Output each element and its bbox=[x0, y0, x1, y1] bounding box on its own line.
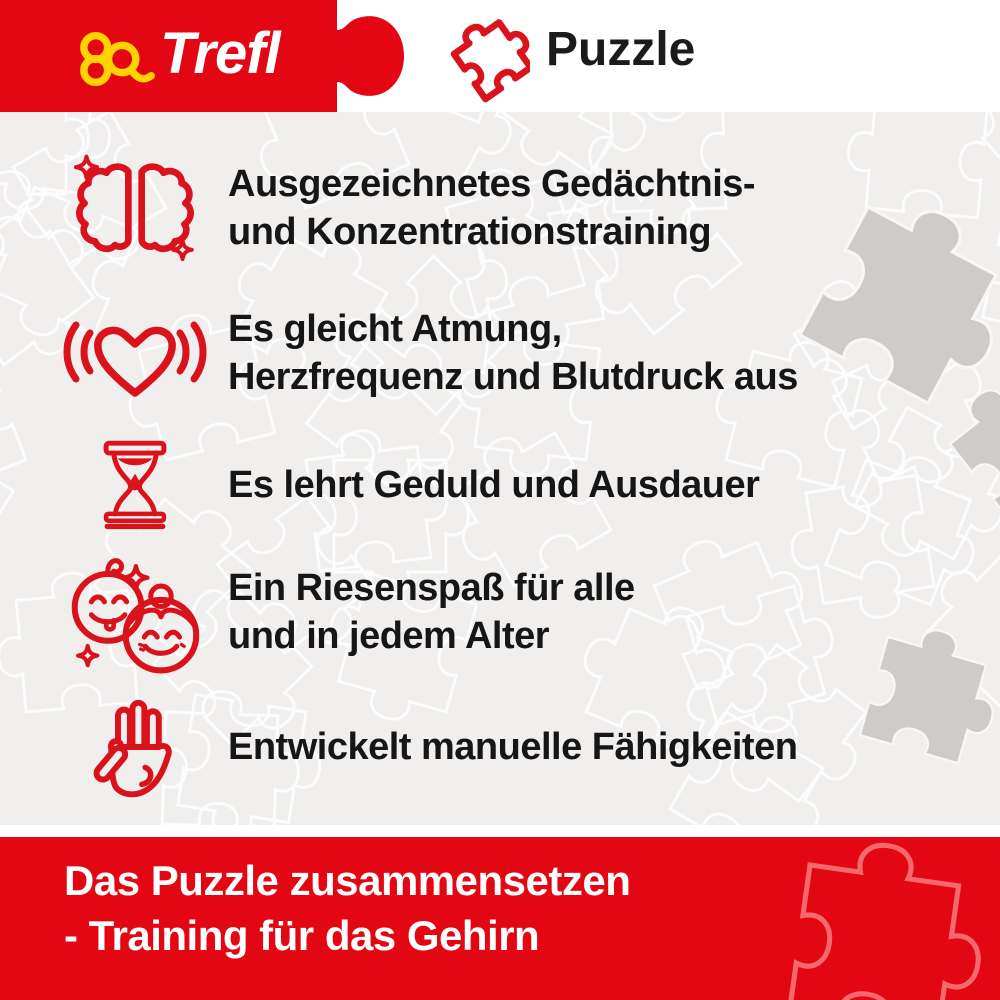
footer-red-banner bbox=[0, 837, 1000, 1000]
trefl-logo-text: Trefl bbox=[160, 21, 280, 86]
footer-puzzle-outline-icon bbox=[770, 837, 1000, 1000]
heart-waves-icon bbox=[60, 307, 210, 399]
benefit-row bbox=[42, 437, 990, 532]
hourglass-icon bbox=[97, 440, 173, 530]
footer-text-line: Das Puzzle zusammensetzen bbox=[64, 857, 631, 904]
benefit-text: Herzfrequenz und Blutdruck aus bbox=[228, 356, 798, 398]
header-title: Puzzle bbox=[546, 23, 696, 76]
benefit-row bbox=[42, 303, 990, 403]
puzzle-piece-icon bbox=[424, 4, 530, 104]
benefit-row bbox=[42, 697, 990, 797]
footer-text-line: - Training für das Gehirn bbox=[64, 912, 540, 959]
benefit-text: Ausgezeichnetes Gedächtnis- bbox=[228, 162, 756, 205]
benefit-text: Es gleicht Atmung, bbox=[228, 308, 562, 350]
trefl-clover-icon bbox=[72, 24, 160, 94]
benefit-text: und Konzentrationstraining bbox=[228, 210, 712, 253]
benefit-text: Entwickelt manuelle Fähigkeiten bbox=[228, 726, 798, 768]
benefit-text: und in jedem Alter bbox=[228, 615, 550, 657]
brain-icon bbox=[73, 150, 197, 266]
faces-icon bbox=[65, 548, 205, 676]
benefit-text: Ein Riesenspaß für alle bbox=[228, 567, 635, 609]
benefit-row bbox=[42, 548, 990, 676]
benefit-text: Es lehrt Geduld und Ausdauer bbox=[228, 463, 760, 506]
benefit-row bbox=[42, 150, 990, 265]
hand-icon bbox=[91, 696, 179, 798]
